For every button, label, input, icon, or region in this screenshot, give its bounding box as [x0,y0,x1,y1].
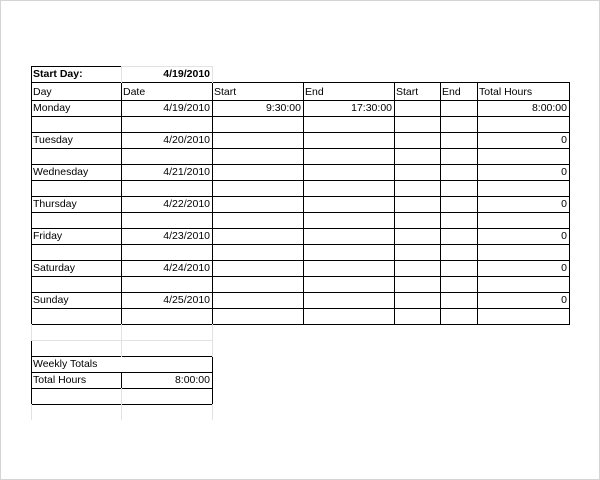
row-start2 [394,164,440,180]
grid-line [31,100,570,101]
row-date: 4/21/2010 [163,166,210,178]
row-total: 8:00:00 [531,102,567,114]
row-start2 [394,196,440,212]
row-total: 0 [561,198,567,210]
grid-line [31,132,570,133]
row-total: 0 [561,294,567,306]
row-date: 4/25/2010 [163,294,210,306]
grid-line [31,340,32,405]
weekly-totals-title: Weekly Totals [33,358,98,370]
row-start2 [394,228,440,244]
weekly-total-hours-value: 8:00:00 [174,374,210,386]
row-end1 [303,260,394,276]
row-day: Tuesday [33,134,73,146]
row-total: 0 [561,262,567,274]
grid-line [121,66,122,83]
grid-line [31,228,570,229]
row-total: 0 [561,166,567,178]
row-end2 [440,100,477,116]
row-start1 [212,132,303,148]
grid-line [212,66,213,83]
row-start1 [212,292,303,308]
row-start1 [212,260,303,276]
row-date: 4/24/2010 [163,262,210,274]
grid-line [121,82,122,325]
row-end2 [440,228,477,244]
grid-line [31,66,32,83]
start-day-label: Start Day: [33,68,83,80]
grid-line [31,308,570,309]
row-total: 0 [561,230,567,242]
row-end1: 17:30:00 [351,102,392,114]
grid-line [303,82,304,325]
row-date: 4/20/2010 [163,134,210,146]
row-end2 [440,260,477,276]
row-end1 [303,196,394,212]
grid-line [31,196,570,197]
row-day: Monday [33,102,71,114]
grid-line [212,356,213,405]
row-day: Saturday [33,262,76,274]
row-start1: 9:30:00 [265,102,301,114]
row-start2 [394,260,440,276]
grid-line [31,82,570,83]
row-day: Friday [33,230,63,242]
column-header: Start [396,86,419,98]
row-day: Thursday [33,198,77,210]
grid-line [31,212,570,213]
row-end2 [440,196,477,212]
grid-line [31,164,570,165]
grid-line [121,66,213,67]
grid-line [31,82,32,325]
grid-line [31,324,570,325]
column-header: Date [123,86,146,98]
grid-line [31,340,213,341]
grid-line [31,180,570,181]
grid-line [31,404,32,420]
grid-line [31,66,122,67]
grid-line [31,148,570,149]
row-start2 [394,292,440,308]
grid-line [31,292,570,293]
grid-line [31,244,570,245]
row-total: 0 [561,134,567,146]
weekly-total-hours-label: Total Hours [33,374,87,386]
row-date: 4/22/2010 [163,198,210,210]
column-header: End [305,86,324,98]
row-date: 4/19/2010 [163,102,210,114]
grid-line [212,82,213,325]
row-day: Sunday [33,294,69,306]
grid-line [394,82,395,325]
grid-line [31,404,213,405]
column-header: End [442,86,461,98]
grid-line [31,276,570,277]
row-end1 [303,164,394,180]
row-start2 [394,132,440,148]
grid-line [477,82,478,325]
row-date: 4/23/2010 [163,230,210,242]
grid-line [212,404,213,420]
grid-line [121,372,122,389]
grid-line [440,82,441,325]
grid-line [121,388,122,420]
row-start1 [212,228,303,244]
grid-line [569,82,570,325]
start-day-value: 4/19/2010 [163,68,210,80]
row-day: Wednesday [33,166,89,178]
grid-line [31,372,213,373]
grid-line [31,260,570,261]
row-end2 [440,132,477,148]
column-header: Day [33,86,52,98]
row-start1 [212,164,303,180]
grid-line [31,324,32,341]
column-header: Total Hours [479,86,533,98]
row-end1 [303,132,394,148]
grid-line [31,388,213,389]
row-start2 [394,100,440,116]
row-start1 [212,196,303,212]
row-end1 [303,292,394,308]
row-end2 [440,164,477,180]
grid-line [31,356,213,357]
row-end2 [440,292,477,308]
row-end1 [303,228,394,244]
grid-line [31,116,570,117]
column-header: Start [214,86,237,98]
